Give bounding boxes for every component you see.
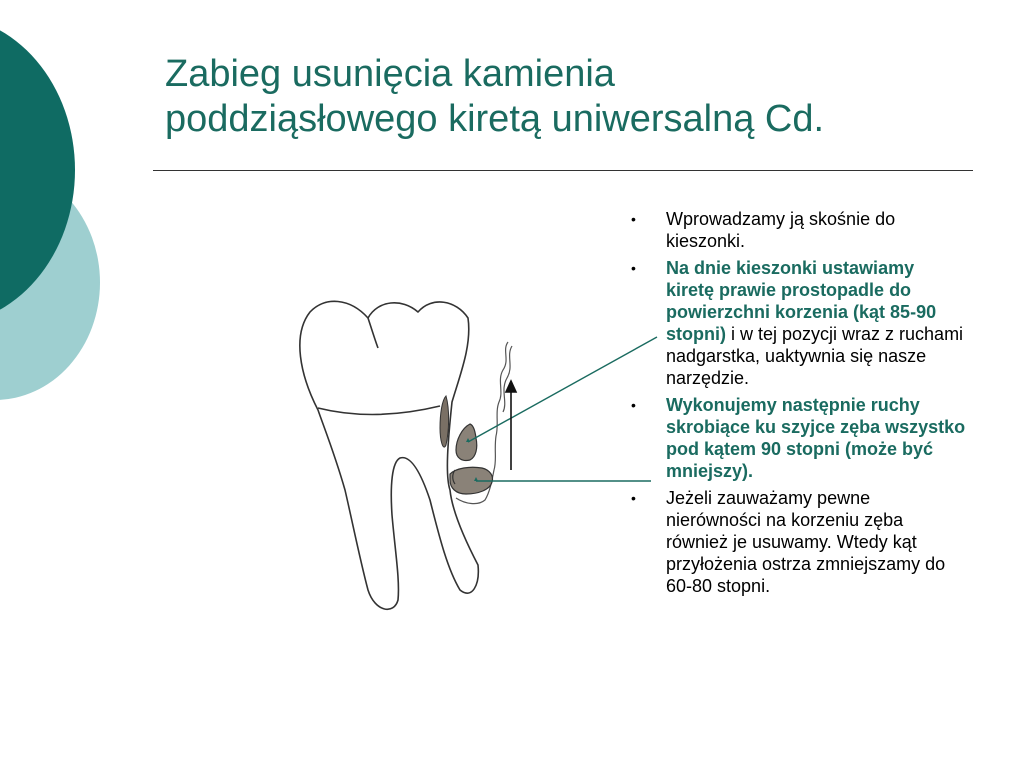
bullet-emphasis: Wykonujemy następnie ruchy skrobiące ku szyjce zęba wszystko pod kątem 90 stopni (może być mniejszy).	[666, 395, 966, 481]
bullet-text: Wprowadzamy ją skośnie do kieszonki.	[666, 209, 896, 251]
title-line-1: Zabieg usunięcia kamienia	[165, 53, 615, 95]
bullet-dot: •	[631, 490, 636, 506]
bullet-text: Jeżeli zauważamy pewne nierówności na korzeniu zęba również je usuwamy. Wtedy kąt przyłożenia ostrza zmniejszamy do 60-80 stopni.	[666, 488, 946, 596]
bullet-item	[631, 394, 966, 482]
leader-line-upper	[468, 337, 657, 442]
bullet-item	[631, 208, 966, 252]
bullet-item	[631, 487, 966, 597]
bullet-dot: •	[631, 211, 636, 227]
bullet-dot: •	[631, 397, 636, 413]
tooth-drawing	[300, 301, 478, 609]
bullet-dot: •	[631, 260, 636, 276]
curette-tip	[450, 424, 493, 494]
calculus-deposit	[440, 396, 449, 447]
bullet-text: i w tej pozycji wraz z ruchami nadgarstka, uaktywnia się nasze narzędzie.	[666, 324, 964, 388]
bullet-item	[631, 257, 966, 389]
title-line-2: poddziąsłowego kiretą uniwersalną Cd.	[165, 98, 825, 140]
bullet-emphasis: Na dnie kieszonki ustawiamy kiretę prawie prostopadle do powierzchni korzenia (kąt 85-90 stopni)	[666, 258, 937, 344]
bullet-list	[631, 208, 966, 602]
upward-arrow	[506, 381, 516, 470]
